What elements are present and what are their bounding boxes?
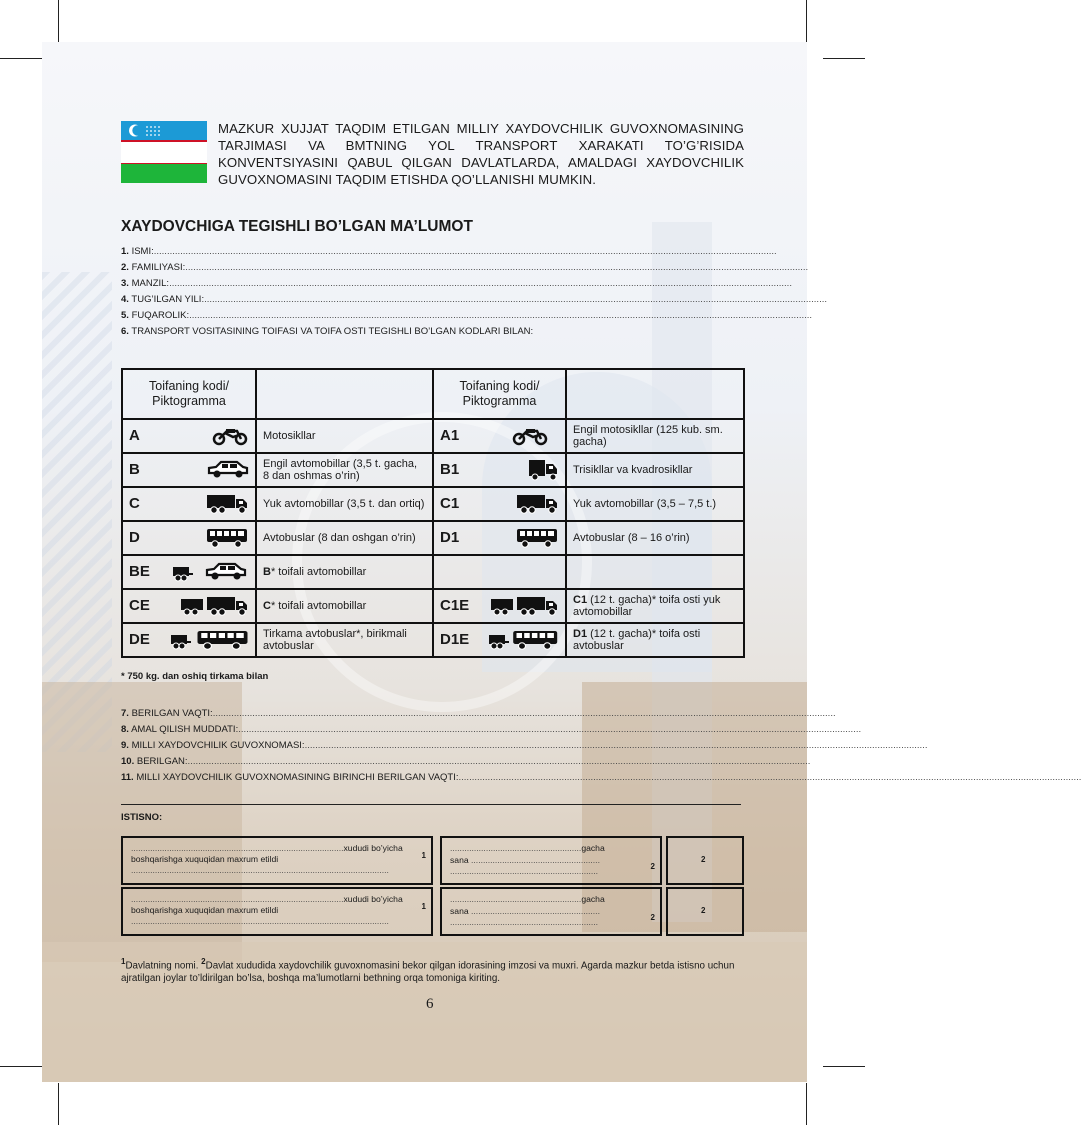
table-header: Toifaning kodi/ Piktogramma: [122, 369, 256, 419]
motorcycle-icon: [211, 425, 251, 447]
field-national-license: 9. MILLI XAYDOVCHILIK GUVOXNOMASI:............................................................................................................................................................................................................................................: [121, 740, 928, 751]
field-issued-by: 10. BERILGAN:............................................................................................................................................................................................................................................: [121, 756, 811, 767]
car-icon: [207, 459, 251, 481]
crop-mark: [806, 1083, 807, 1125]
exception-box: .......................................................gacha sana ...................................................... .............................................................. 2: [440, 836, 662, 885]
exceptions-heading: ISTISNO:: [121, 812, 163, 823]
exception-box: .........................................................................................xududi bo’yicha boshqarishga xuquqidan maxrum etildi ............................................................................................................ 1: [121, 887, 433, 936]
truck-icon: [515, 493, 561, 515]
category-code: C1E: [440, 596, 470, 614]
bus-trailer-icon: [489, 629, 561, 651]
trailer-note: * 750 kg. dan oshiq tirkama bilan: [121, 671, 269, 682]
category-code: D: [129, 528, 140, 546]
category-description: Avtobuslar (8 – 16 o’rin): [566, 521, 744, 555]
table-row: [122, 589, 744, 623]
field-address: 3. MANZIL:............................................................................................................................................................................................................................................: [121, 278, 792, 289]
category-description-empty: [566, 555, 744, 589]
crop-mark: [0, 58, 42, 59]
field-citizenship: 5. FUQAROLIK:............................................................................................................................................................................................................................................: [121, 310, 813, 321]
table-row: [122, 623, 744, 657]
category-code: A: [129, 426, 140, 444]
truck-icon: [205, 493, 251, 515]
intro-text: MAZKUR XUJJAT TAQDIM ETILGAN MILLIY XAYDOVCHILIK GUVOXNOMASINING TARJIMASI VA BMTNING YOL TRANSPORT XARAKATI TO’G’RISIDA KONVENTSIYASINI QABUL QILGAN DAVLATLARDA, AMALDAGI XAYDOVCHILIK GUVOXNOMASINI TAQDIM ETISHDA QO’LLANISHI MUMKIN.: [218, 121, 744, 187]
table-row: [122, 521, 744, 555]
field-surname: 2. FAMILIYASI:............................................................................................................................................................................................................................................: [121, 262, 809, 273]
crop-mark: [58, 0, 59, 42]
page-number: 6: [426, 996, 434, 1012]
category-description: Yuk avtomobillar (3,5 t. dan ortiq): [256, 487, 433, 521]
section-heading: XAYDOVCHIGA TEGISHLI BO’LGAN MA’LUMOT: [121, 218, 473, 235]
table-row: [122, 453, 744, 487]
crop-mark: [823, 1066, 865, 1067]
category-code-empty: [433, 555, 566, 589]
table-header-empty: [566, 369, 744, 419]
category-description: Yuk avtomobillar (3,5 – 7,5 t.): [566, 487, 744, 521]
vehicle-category-table: [121, 368, 745, 658]
crop-mark: [823, 58, 865, 59]
category-description: Motosikllar: [256, 419, 433, 453]
bus-trailer-icon: [171, 629, 251, 651]
field-issue-date: 7. BERILGAN VAQTI:............................................................................................................................................................................................................................................: [121, 708, 836, 719]
bus-icon: [515, 527, 561, 549]
category-code: C1: [440, 494, 460, 512]
footnote: $^1$Davlatning nomi. $^2$Davlat xududida xaydovchilik guvoxnomasini bekor qilgan idorasining imzosi va muxri. Agarda mazkur betda istisno uchun ajratilgan joylar to’ldirilgan bo’lsa, boshqa ma’lumotlarni bethning orqa tomoniga kiriting.: [121, 957, 735, 985]
category-code: B: [129, 460, 140, 478]
category-code: DE: [129, 630, 150, 648]
truck-trailer-icon: [181, 595, 251, 617]
table-row: [122, 487, 744, 521]
table-row: [122, 419, 744, 453]
category-code: C: [129, 494, 140, 512]
category-description: C* toifali avtomobillar: [256, 589, 433, 623]
exception-box: .......................................................gacha sana ...................................................... .............................................................. 2: [440, 887, 662, 936]
category-description: Engil motosikllar (125 kub. sm. gacha): [566, 419, 744, 453]
field-first-issue-date: 11. MILLI XAYDOVCHILIK GUVOXNOMASINING BIRINCHI BERILGAN VAQTI:............................................................................................................................................................................................................................................: [121, 772, 1081, 783]
table-header-empty: [256, 369, 433, 419]
divider: [121, 804, 741, 805]
category-code: D1E: [440, 630, 470, 648]
crop-mark: [0, 1066, 42, 1067]
category-code: A1: [440, 426, 460, 444]
crop-mark: [58, 1083, 59, 1125]
table-header: Toifaning kodi/ Piktogramma: [433, 369, 566, 419]
crop-mark: [806, 0, 807, 42]
category-description: B* toifali avtomobillar: [256, 555, 433, 589]
exception-box: 2: [666, 887, 744, 936]
tricycle-icon: [527, 458, 561, 482]
category-description: Trisikllar va kvadrosikllar: [566, 453, 744, 487]
car-trailer-icon: [173, 561, 251, 583]
motorcycle-icon: [511, 425, 551, 447]
field-birth-year: 4. TUG’ILGAN YILI:............................................................................................................................................................................................................................................: [121, 294, 827, 305]
field-validity: 8. AMAL QILISH MUDDATI:............................................................................................................................................................................................................................................: [121, 724, 862, 735]
background-pattern: [42, 272, 112, 752]
crescent-stars-icon: [121, 121, 207, 140]
table-row: [122, 555, 744, 589]
category-code: B1: [440, 460, 460, 478]
exception-box: 2: [666, 836, 744, 885]
category-code: D1: [440, 528, 460, 546]
bus-icon: [205, 527, 251, 549]
category-description: C1 (12 t. gacha)* toifa osti yuk avtomobillar: [566, 589, 744, 623]
exception-box: .........................................................................................xududi bo’yicha boshqarishga xuquqidan maxrum etildi ............................................................................................................ 1: [121, 836, 433, 885]
category-description: Engil avtomobillar (3,5 t. gacha, 8 dan oshmas o’rin): [256, 453, 433, 487]
category-code: BE: [129, 562, 150, 580]
truck-trailer-icon: [491, 595, 561, 617]
category-description: D1 (12 t. gacha)* toifa osti avtobuslar: [566, 623, 744, 657]
category-code: CE: [129, 596, 150, 614]
uzbekistan-flag: [121, 121, 207, 183]
category-description: Avtobuslar (8 dan oshgan o’rin): [256, 521, 433, 555]
category-description: Tirkama avtobuslar*, birikmali avtobuslar: [256, 623, 433, 657]
field-vehicle-categories: 6. TRANSPORT VOSITASINING TOIFASI VA TOIFA OSTI TEGISHLI BO’LGAN KODLARI BILAN:: [121, 326, 534, 337]
field-name: 1. ISMI:............................................................................................................................................................................................................................................: [121, 246, 777, 257]
